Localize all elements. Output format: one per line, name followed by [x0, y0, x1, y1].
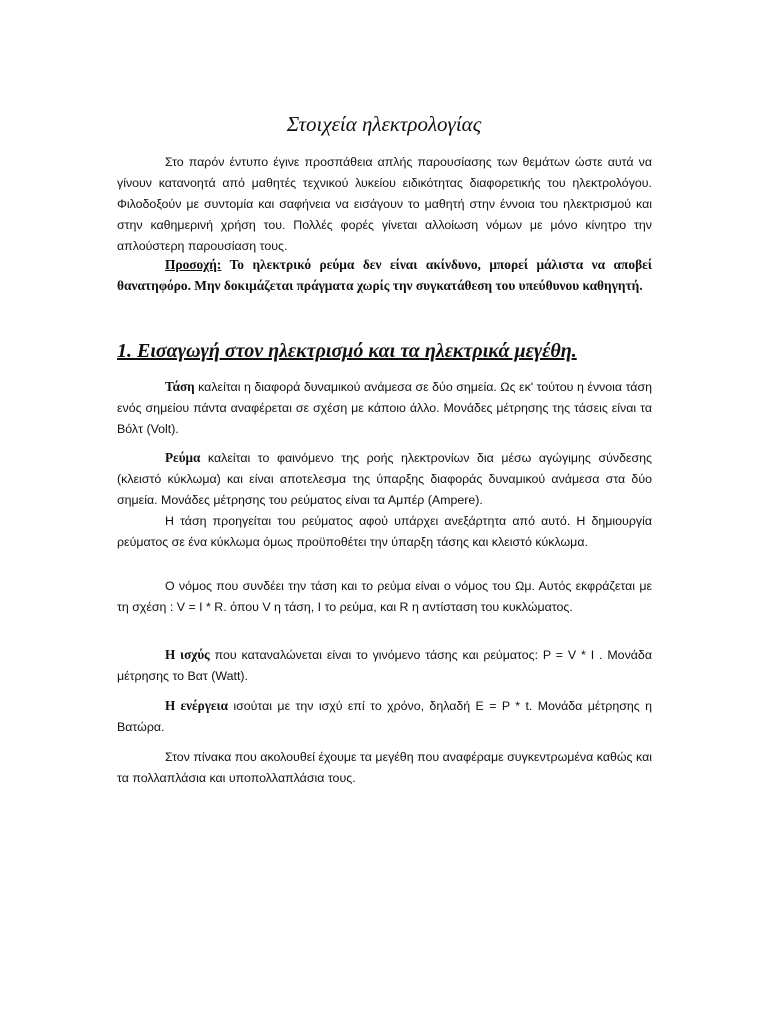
voltage-section [117, 376, 652, 440]
voltage-term: Τάση [165, 379, 195, 394]
power-section [117, 644, 652, 687]
warning-section [117, 254, 652, 296]
current-section [117, 447, 652, 511]
voltage-paragraph [117, 376, 652, 440]
energy-term: Η ενέργεια [165, 698, 228, 713]
document-title: Στοιχεία ηλεκτρολογίας [286, 112, 482, 136]
section-heading: 1. Εισαγωγή στον ηλεκτρισμό και τα ηλεκτρικά μεγέθη. [117, 340, 577, 362]
power-text: που καταναλώνεται είναι το γινόμενο τάσης και ρεύματος: P = V * I . Μονάδα μέτρησης το Βατ (Watt). [117, 648, 652, 683]
ohm-section [117, 576, 652, 618]
ohm-paragraph: Ο νόμος που συνδέει την τάση και το ρεύμα είναι ο νόμος του Ωμ. Αυτός εκφράζεται με τη σχέση : V = I * R. όπου V η τάση, I το ρεύμα, και R η αντίσταση του κυκλώματος. [117, 579, 652, 614]
voltage-text: καλείται η διαφορά δυναμικού ανάμεσα σε δύο σημεία. Ως εκ' τούτου η έννοια τάση ενός σημείου πάντα αναφέρεται σε σχέση με κάποιο άλλο. Μονάδες μέτρησης της τάσεις είναι τα Βόλτ (Volt). [117, 380, 652, 436]
table-intro-section [117, 747, 652, 789]
energy-section [117, 695, 652, 738]
precedence-section [117, 511, 652, 553]
power-paragraph [117, 644, 652, 687]
intro-paragraph: Στο παρόν έντυπο έγινε προσπάθεια απλής παρουσίασης των θεμάτων ώστε αυτά να γίνουν κατανοητά από μαθητές τεχνικού λυκείου ειδικότητας διαφορετικής του ηλεκτρολόγου. Φιλοδοξούν με συντομία και σαφήνεια να εισάγουν το μαθητή στην έννοια του ηλεκτρισμού και στην καθημερινή χρήση του. Πολλές φορές γίνεται αλλοίωση νόμων με μόνο κίνητρο την απλούστερη παρουσίαση τους. [117, 155, 652, 253]
warning-label: Προσοχή: [165, 257, 222, 272]
warning-text: Το ηλεκτρικό ρεύμα δεν είναι ακίνδυνο, μπορεί μάλιστα να αποβεί θανατηφόρο. Μην δοκιμάζεται πράγματα χωρίς την συγκατάθεση του υπεύθυνου καθηγητή. [117, 257, 652, 293]
current-term: Ρεύμα [165, 450, 201, 465]
current-text: καλείται το φαινόμενο της ροής ηλεκτρονίων δια μέσω αγώγιμης σύνδεσης (κλειστό κύκλωμα) και είναι αποτελεσμα της ύπαρξης διαφοράς δυναμικού ανάμεσα στα δύο σημεία. Μονάδες μέτρησης του ρεύματος είναι τα Αμπέρ (Ampere). [117, 451, 652, 507]
energy-paragraph [117, 695, 652, 738]
energy-text: ισούται με την ισχύ επί το χρόνο, δηλαδή E = P * t. Μονάδα μέτρησης η Βατώρα. [117, 699, 652, 734]
precedence-paragraph: Η τάση προηγείται του ρεύματος αφού υπάρχει ανεξάρτητα από αυτό. Η δημιουργία ρεύματος σε ένα κύκλωμα όμως προϋποθέτει την ύπαρξη τάσης και κλειστό κύκλωμα. [117, 514, 652, 549]
table-intro-paragraph: Στον πίνακα που ακολουθεί έχουμε τα μεγέθη που αναφέραμε συγκεντρωμένα καθώς και τα πολλαπλάσια και υποπολλαπλάσια τους. [117, 750, 652, 785]
intro-section [117, 152, 652, 257]
warning-paragraph [117, 254, 652, 296]
current-paragraph [117, 447, 652, 511]
power-term: Η ισχύς [165, 647, 210, 662]
